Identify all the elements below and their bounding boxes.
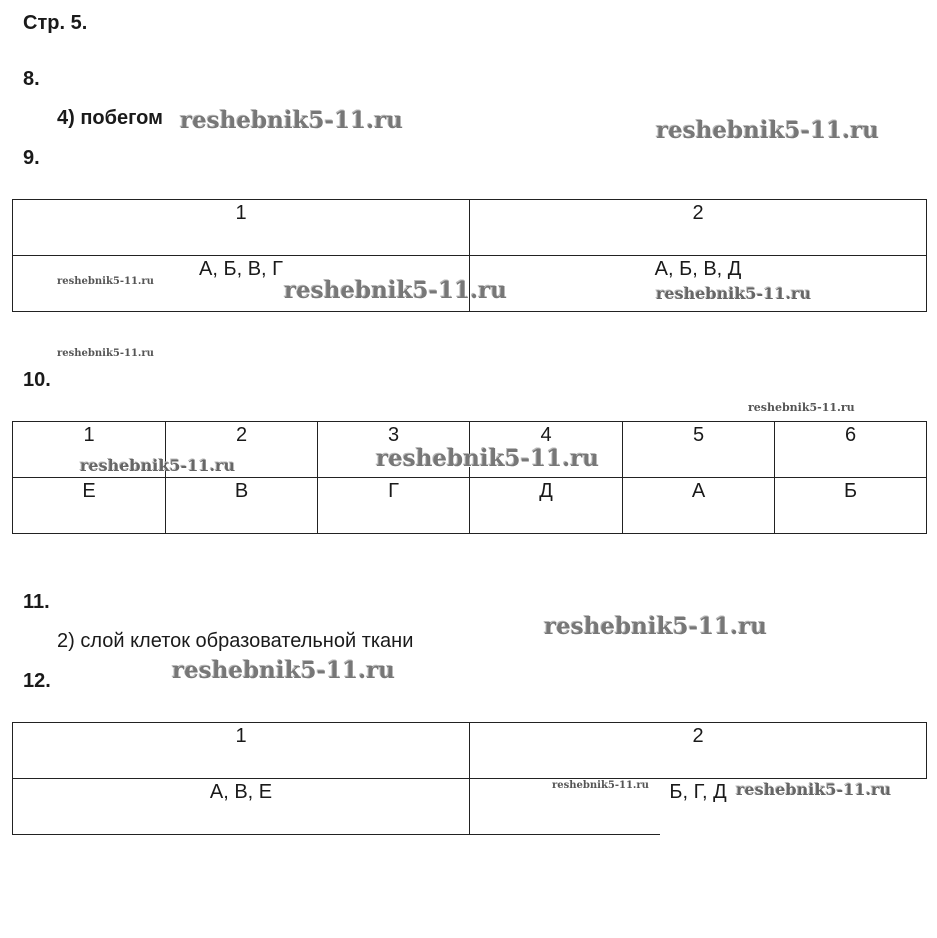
table-cell: Б (775, 478, 927, 534)
watermark: reshebnik5-11.ru (376, 445, 599, 472)
table-cell: 3 (318, 422, 470, 478)
question-11-number: 11. (23, 591, 50, 613)
table-cell: Б, Г, Д (470, 779, 927, 835)
table-cell: 4 (470, 422, 623, 478)
border-gap (660, 830, 930, 836)
table-cell: 2 (166, 422, 318, 478)
page-title: Стр. 5. (23, 12, 88, 34)
table-header-row (13, 422, 927, 478)
table-cell: 6 (775, 422, 927, 478)
watermark: reshebnik5-11.ru (57, 348, 154, 359)
watermark: reshebnik5-11.ru (544, 613, 767, 640)
table-cell: 2 (470, 723, 927, 779)
watermark: reshebnik5-11.ru (80, 456, 236, 475)
question-10-table (12, 421, 927, 534)
table-cell: 5 (623, 422, 775, 478)
table-cell: А, В, Е (13, 779, 470, 835)
watermark: reshebnik5-11.ru (736, 780, 892, 799)
table-row (13, 779, 927, 835)
table-cell: А, Б, В, Г (13, 256, 470, 312)
question-8-number: 8. (23, 68, 40, 90)
watermark: reshebnik5-11.ru (172, 657, 395, 684)
watermark: reshebnik5-11.ru (748, 401, 855, 414)
question-9-table (12, 199, 927, 312)
table-cell: Г (318, 478, 470, 534)
table-cell: 1 (13, 422, 166, 478)
question-12-table (12, 722, 927, 835)
question-12-number: 12. (23, 670, 51, 692)
table-cell: А, Б, В, Д (470, 256, 927, 312)
table-cell: 1 (13, 200, 470, 256)
table-header-row (13, 723, 927, 779)
table-header-row (13, 200, 927, 256)
watermark: reshebnik5-11.ru (552, 780, 649, 791)
question-10-number: 10. (23, 369, 51, 391)
table-cell: Е (13, 478, 166, 534)
border-gap (924, 779, 930, 836)
watermark: reshebnik5-11.ru (180, 107, 403, 134)
question-8-answer: 4) побегом (57, 107, 163, 129)
question-9-number: 9. (23, 147, 40, 169)
table-cell: Д (470, 478, 623, 534)
watermark: reshebnik5-11.ru (656, 117, 879, 144)
table-cell: В (166, 478, 318, 534)
table-row (13, 256, 927, 312)
question-11-answer: 2) слой клеток образовательной ткани (57, 630, 414, 652)
watermark: reshebnik5-11.ru (57, 276, 154, 287)
table-cell: А (623, 478, 775, 534)
table-row (13, 478, 927, 534)
watermark: reshebnik5-11.ru (284, 277, 507, 304)
table-cell: 1 (13, 723, 470, 779)
watermark: reshebnik5-11.ru (656, 284, 812, 303)
table-cell: 2 (470, 200, 927, 256)
